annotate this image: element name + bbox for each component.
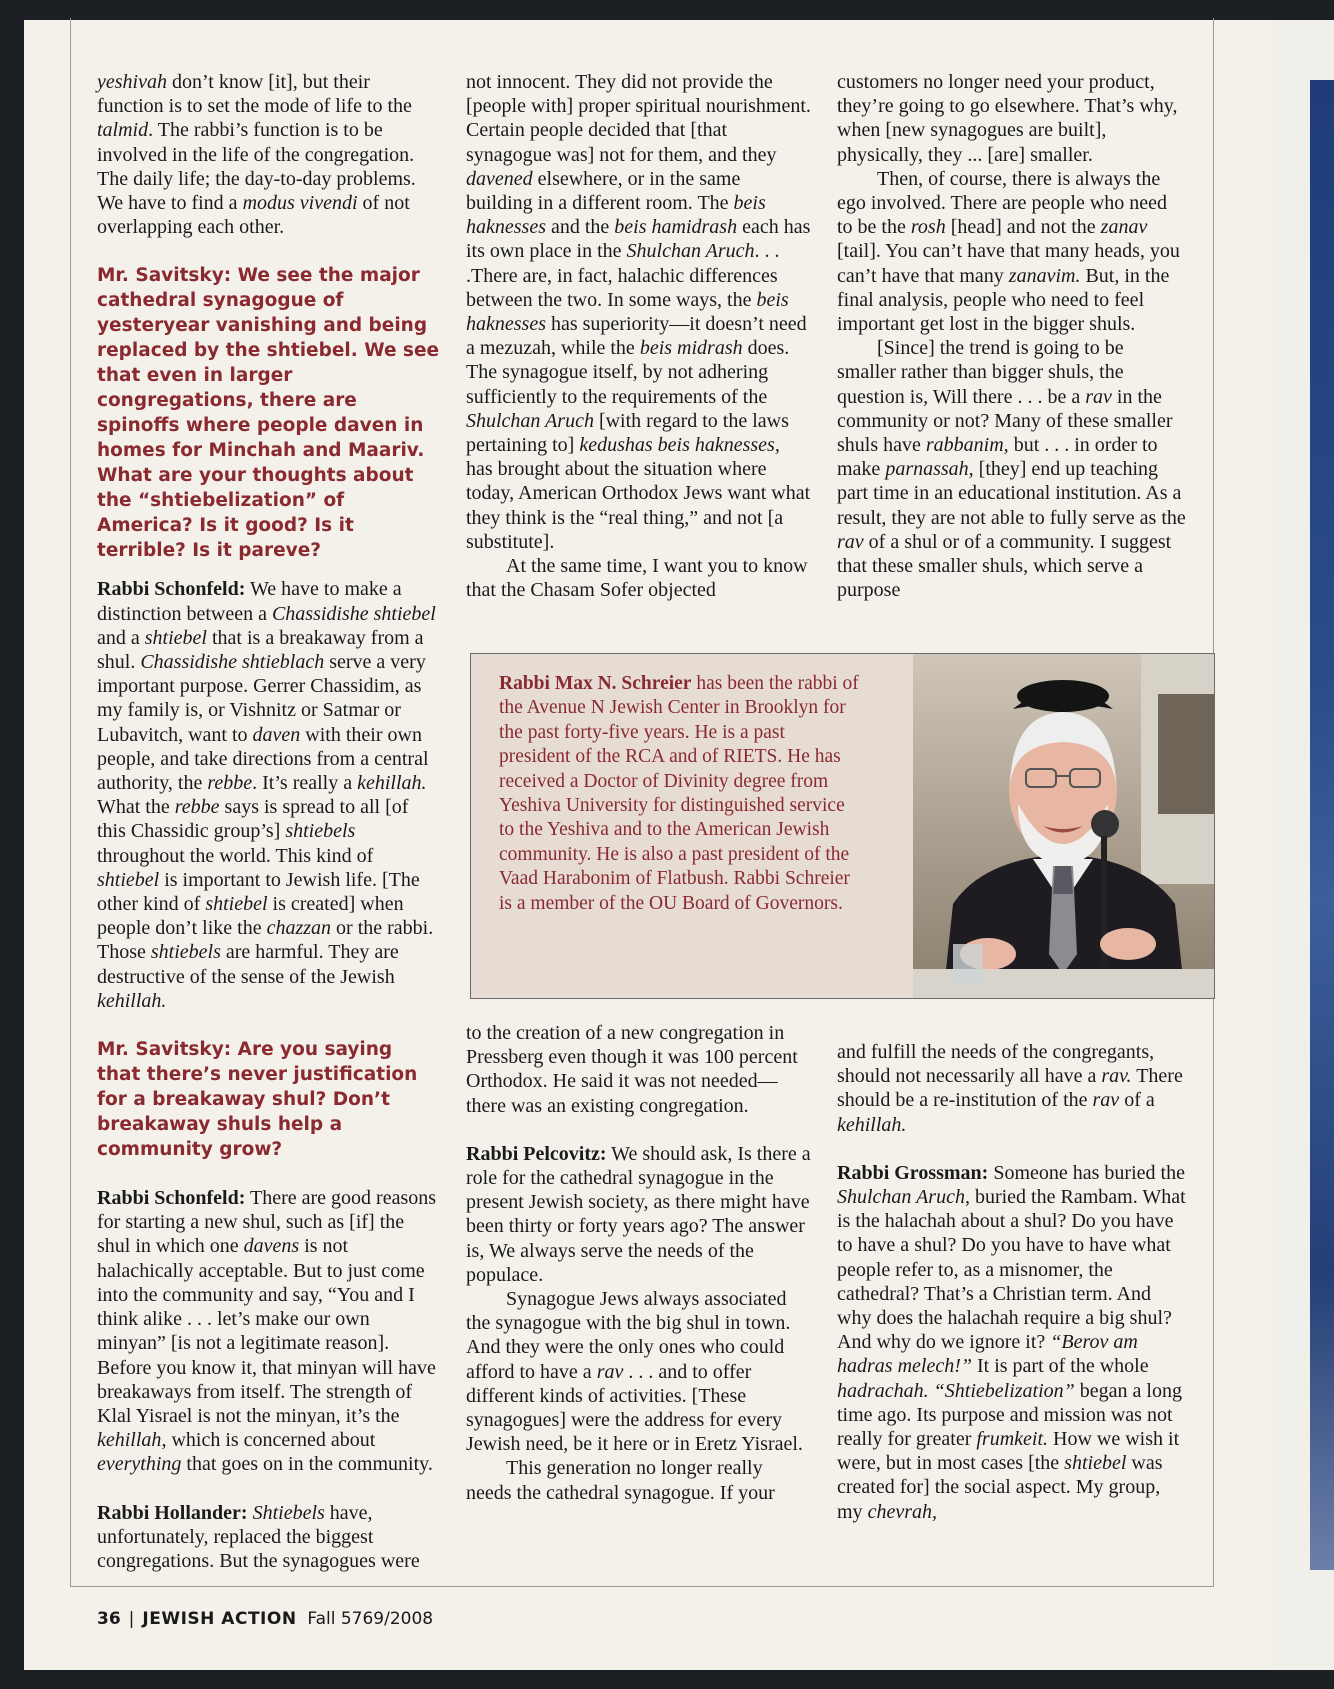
bio-sidebar — [470, 653, 1215, 999]
paragraph: yeshivah don’t know [it], but their function is to set the mode of life to the talmid. The rabbi’s function is to be involved in the life of the congregation. The daily life; the day-to-day problems. We have to find a modus vivendi of not overlapping each other. — [97, 71, 416, 239]
speaker-name: Rabbi Schonfeld: — [97, 578, 246, 601]
paragraph: Rabbi Schonfeld: There are good reasons for starting a new shul, such as [if] the shul in which one davens is not halachically acceptable. But to just come into the community and say, “You and I think alike . . . let’s make our own minyan” [is not a legitimate reason]. Before you know it, that minyan will have breakaways from itself. The strength of Klal Yisrael is not the minyan, it’s the kehillah, which is concerned about everything that goes on in the community. — [97, 1187, 437, 1476]
issue-label: Fall 5769/2008 — [307, 1609, 434, 1629]
paragraph: [Since] the trend is going to be smaller rather than bigger shuls, the question is, Will there . . . be a rav in the community or not? Many of these smaller shuls have rabbanim, but . . . in order to make parnassah, [they] end up teaching part time in an educational institution. As a result, they are not able to fully serve as the rav of a shul or of a community. I suggest that these smaller shuls, which serve a purpose — [837, 337, 1186, 602]
interviewer-question: Mr. Savitsky: We see the major cathedral synagogue of yesteryear vanishing and being replaced by the shtiebel. We see that even in larger congregations, there are spinoffs where people daven in homes for Minchah and Maariv. What are your thoughts about the “shtiebelization” of America? Is it good? Is it terrible? Is it pareve? — [97, 265, 440, 562]
column-2-top — [466, 70, 811, 602]
paragraph: and fulfill the needs of the congregants, should not necessarily all have a rav. There should be a re-institution of the rav of a kehillah. — [837, 1041, 1183, 1136]
bio-name: Rabbi Max N. Schreier — [499, 673, 692, 694]
page-number: 36 — [97, 1609, 121, 1629]
paragraph: Rabbi Hollander: Shtiebels have, unfortunately, replaced the biggest congregations. But the synagogues were — [97, 1501, 420, 1572]
footer-separator: | — [128, 1609, 135, 1629]
column-2-bottom — [466, 1021, 811, 1505]
speaker-name: Rabbi Hollander: — [97, 1501, 248, 1524]
page-footer — [97, 1609, 433, 1629]
speaker-name: Rabbi Pelcovitz: — [466, 1142, 607, 1165]
paragraph: Synagogue Jews always associated the synagogue with the big shul in town. And they were the only ones who could afford to have a rav . . . and to offer different kinds of activities. [These synagogues] were the address for every Jewish need, be it here or in Eretz Yisrael. — [466, 1288, 803, 1456]
adjacent-page-photo-strip — [1310, 80, 1334, 1570]
magazine-name: JEWISH ACTION — [142, 1609, 297, 1629]
paragraph: This generation no longer really needs the cathedral synagogue. If your — [466, 1457, 775, 1504]
paragraph: Then, of course, there is always the ego involved. There are people who need to be the rosh [head] and not the zanav [tail]. You can’t have that many heads, you can’t have that many zanavim. But, in the final analysis, people who need to feel important get lost in the bigger shuls. — [837, 167, 1180, 336]
interviewer-question: Mr. Savitsky: Are you saying that there’s never justification for a breakaway shul? Don’t breakaway shuls help a community grow? — [97, 1039, 418, 1161]
bio-text: Rabbi Max N. Schreier has been the rabbi of the Avenue N Jewish Center in Brooklyn for the past forty-five years. He is a past president of the RCA and of RIETS. He has received a Doctor of Divinity degree from Yeshiva University for distinguished service to the Yeshiva and to the American Jewish community. He is also a past president of the Vaad Harabonim of Flatbush. Rabbi Schreier is a member of the OU Board of Governors. — [499, 673, 859, 914]
paragraph: Rabbi Grossman: Someone has buried the Shulchan Aruch, buried the Rambam. What is the halachah about a shul? Do you have to have a shul? Do you have to have what people refer to, as a misnomer, the cathedral? That’s a Christian term. And why does the halachah require a big shul? And why do we ignore it? “Berov am hadras melech!” It is part of the whole hadrachah. “Shtiebelization” began a long time ago. Its purpose and mission was not really for greater frumkeit. How we wish it were, but in most cases [the shtiebel was created for] the social aspect. My group, my chevrah, — [837, 1161, 1186, 1523]
column-1 — [97, 70, 440, 1573]
paragraph: not innocent. They did not provide the [people with] proper spiritual nourishment. Certain people decided that [that synagogue was] not for them, and they davened elsewhere, or in the same building in a different room. The beis haknesses and the beis hamidrash each has its own place in the Shulchan Aruch. . . .There are, in fact, halachic differences between the two. In some ways, the beis haknesses has superiority—it doesn’t need a mezuzah, while the beis midrash does. The synagogue itself, by not adhering sufficiently to the requirements of the Shulchan Aruch [with regard to the laws pertaining to] kedushas beis haknesses, has brought about the situation where today, American Orthodox Jews want what they think is the “real thing,” and not [a substitute]. — [466, 71, 811, 553]
paragraph: At the same time, I want you to know that the Chasam Sofer objected — [466, 555, 808, 602]
paragraph: Rabbi Schonfeld: We have to make a distinction between a Chassidishe shtiebel and a shtiebel that is a breakaway from a shul. Chassidishe shtieblach serve a very important purpose. Gerrer Chassidim, as my family is, or Vishnitz or Satmar or Lubavitch, want to daven with their own people, and take directions from a central authority, the rebbe. It’s really a kehillah. What the rebbe says is spread to all [of this Chassidic group’s] shtiebels throughout the world. This kind of shtiebel is important to Jewish life. [The other kind of shtiebel is created] when people don’t like the chazzan or the rabbi. Those shtiebels are harmful. They are destructive of the sense of the Jewish kehillah. — [97, 578, 436, 1012]
rabbi-portrait-photo — [913, 654, 1214, 998]
paragraph: Rabbi Pelcovitz: We should ask, Is there a role for the cathedral synagogue in the present Jewish society, as there might have been thirty or forty years ago? The answer is, We always serve the needs of the populace. — [466, 1142, 811, 1286]
column-3-top — [837, 70, 1187, 602]
paragraph: customers no longer need your product, they’re going to go elsewhere. That’s why, when [new synagogues are built], physically, they ... [are] smaller. — [837, 71, 1178, 166]
speaker-name: Rabbi Grossman: — [837, 1161, 989, 1184]
column-3-bottom — [837, 1040, 1187, 1524]
speaker-name: Rabbi Schonfeld: — [97, 1187, 246, 1210]
paragraph: to the creation of a new congregation in Pressberg even though it was 100 percent Orthodox. He said it was not needed—there was an existing congregation. — [466, 1022, 798, 1117]
